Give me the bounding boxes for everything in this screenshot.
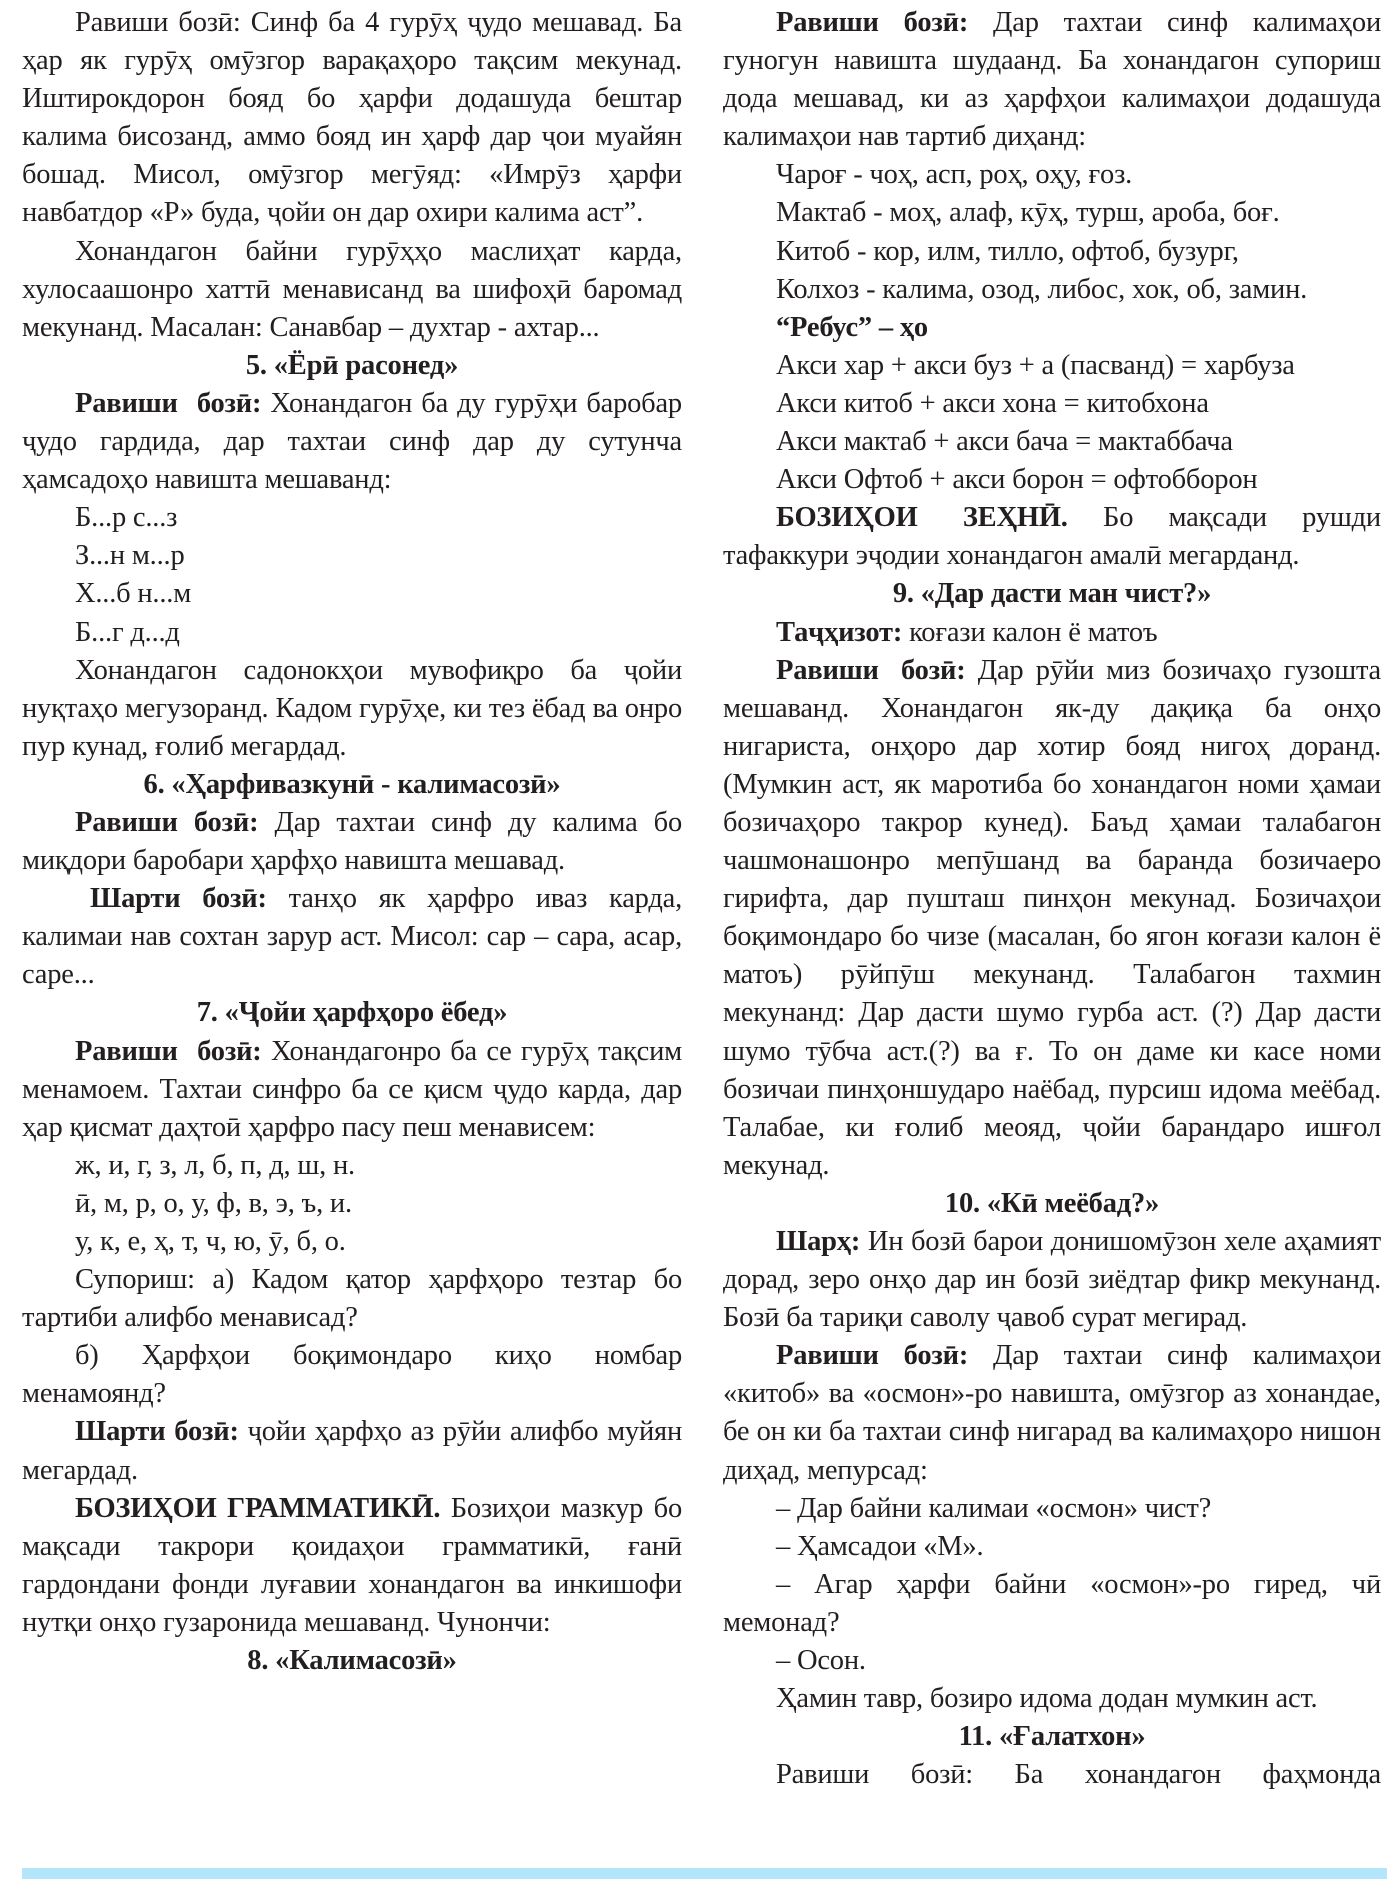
paragraph: Равиши бозӣ: Ба хонандагон фаҳмонда: [776, 1759, 1381, 1791]
paragraph: Хонандагон садонокҳои мувофиқро ба ҷойи нуқтаҳо мегузоранд. Кадом гурӯҳе, ки тез ёбад ва онро пур кунад, ғолиб мегардад.: [22, 654, 682, 762]
paragraph-text: Бозиҳои мазкур бо мақсади такрори қоидаҳои грамматикӣ, ғанӣ гардондани фонди луғавии хонандагон ва инкишофи нутқи онҳо гузаронида мешаванд. Чунончи:: [22, 1492, 682, 1638]
paragraph: Ҳамин тавр, бозиро идома додан мумкин аст.: [776, 1683, 1318, 1715]
paragraph-text: Хонандагон ба ду гурӯҳи баробар ҷудо гардида, дар тахтаи синф дар ду сутунча ҳамсадоҳо навишта мешаванд:: [22, 387, 682, 496]
label-bold: Таҷҳизот:: [776, 616, 903, 648]
paragraph: [723, 4, 1381, 156]
section-heading-8: 8. «Калимасозӣ»: [247, 1645, 457, 1677]
list-item: Китоб - кор, илм, тилло, офтоб, бузург,: [776, 235, 1239, 267]
paragraph: Равиши бозӣ: Синф ба 4 гурӯҳ ҷудо мешавад. Ба ҳар як гурӯҳ омӯзгор варақаҳоро тақсим мекунад. Иштирокдорон бояд бо ҳарфи додашуда бештар калима бисозанд, аммо бояд ин ҳарф дар ҷои муайян бошад. Мисол, омӯзгор мегӯяд: «Имрӯз ҳарфи навбатдор «Р» буда, ҷойи он дар охири калима аст”.: [22, 7, 682, 229]
dialog-line: – Дар байни калимаи «осмон» чист?: [776, 1492, 1212, 1524]
paragraph-text: танҳо як ҳарфро иваз карда, калимаи нав сохтан зарур аст. Мисол: сар – сара, асар, саре...: [22, 883, 683, 991]
label-bold: БОЗИҲОИ ГРАММАТИКӢ.: [75, 1492, 441, 1524]
section-heading-7: 7. «Ҷойи ҳарфҳоро ёбед»: [196, 997, 508, 1029]
section-heading-5: 5. «Ёрӣ расонед»: [245, 349, 459, 381]
paragraph: [22, 1033, 682, 1147]
left-column: [22, 4, 682, 1680]
list-item: Б...г д...д: [75, 616, 180, 648]
list-item: Чароғ - чоҳ, асп, роҳ, оҳу, ғоз.: [776, 159, 1133, 191]
rebus-item: Акси китоб + акси хона = китобхона: [776, 387, 1209, 419]
label-bold: Шарти бозӣ:: [90, 883, 267, 915]
paragraph: [22, 1413, 682, 1489]
paragraph: Супориш: а) Кадом қатор ҳарфҳоро тезтар бо тартиби алифбо менависад?: [22, 1264, 682, 1334]
paragraph-text: Дар тахтаи синф ду калима бо миқдори баробари ҳарфҳо навишта мешавад.: [22, 806, 682, 877]
paragraph-text: Бо мақсади рушди тафаккури эҷодии хонандагон амалӣ мегарданд.: [723, 502, 1381, 572]
label-bold: Равиши бозӣ:: [776, 7, 969, 38]
label-bold: БОЗИҲОИ ЗЕҲНӢ.: [776, 502, 1068, 534]
paragraph-text: Ин бозӣ барои донишомӯзон хеле аҳамият дорад, зеро онҳо дар ин бозӣ зиёдтар фикр мекунанд. Бозӣ ба тариқи саволу ҷавоб сурат мегирад.: [723, 1226, 1381, 1334]
paragraph: [22, 1490, 682, 1642]
list-item: Колхоз - калима, озод, либос, хок, об, замин.: [776, 273, 1308, 305]
label-bold: Равиши бозӣ:: [75, 387, 262, 419]
paragraph-text: Дар тахтаи синф калимаҳои гуногун навишта шудаанд. Ба хонандагон супориш дода мешавад, ки аз ҳарфҳои калимаҳои додашуда калимаҳои нав тартиб диҳанд:: [723, 7, 1381, 153]
paragraph: [723, 614, 1381, 652]
paragraph: [723, 1337, 1381, 1489]
section-heading-10: 10. «Кӣ меёбад?»: [944, 1187, 1160, 1219]
paragraph-text: Дар рӯйи миз бозичаҳо гузошта мешаванд. Хонандагон як-ду дақиқа ба онҳо нигариста, онҳоро дар хотир бояд нигоҳ доранд. (Мумкин аст, як маротиба бо хонандагон номи ҳамаи бозичаҳоро такрор кунед). Баъд ҳамаи талабагон чашмонашонро мепӯшанд ва баранда бозичаеро гирифта, дар пушташ пинҳон мекунад. Бозичаҳои боқимондаро бо чизе (масалан, бо ягон коғази калон ё матоъ) рӯйпӯш мекунанд. Талабагон тахмин мекунанд: Дар дасти шумо гурба аст. (?) Дар дасти шумо тӯбча аст.(?) ва ғ. То он даме ки касе номи бозичаи пинҳоншударо наёбад, пурсиш идома меёбад. Талабае, ки ғолиб меояд, ҷойи барандаро ишғол мекунад.: [723, 654, 1381, 1181]
label-bold: Равиши бозӣ:: [75, 806, 259, 838]
section-heading-11: 11. «Ғалатхон»: [958, 1721, 1146, 1753]
paragraph: [22, 880, 682, 994]
list-item: Мактаб - моҳ, алаф, кӯҳ, турш, ароба, боғ.: [776, 197, 1280, 229]
list-item: Х...б н...м: [75, 578, 192, 610]
list-item: З...н м...р: [75, 540, 185, 572]
list-item: у, к, е, ҳ, т, ч, ю, ӯ, б, о.: [75, 1226, 346, 1257]
rebus-item: Акси Офтоб + акси борон = офтобборон: [776, 464, 1258, 496]
list-item: Б...р с...з: [75, 502, 178, 534]
paragraph-text: Хонандагонро ба се гурӯҳ тақсим менамоем. Тахтаи синфро ба се қисм ҷудо карда, дар ҳар қисмат даҳтоӣ ҳарфро пасу пеш менависем:: [22, 1035, 682, 1143]
paragraph-text: Дар тахтаи синф калимаҳои «китоб» ва «осмон»-ро навишта, омӯзгор аз хонандае, бе он ки ба тахтаи синф нигарад ва калимаҳоро нишон диҳад, мепурсад:: [723, 1340, 1381, 1486]
label-bold: Шарти бозӣ:: [75, 1416, 239, 1448]
paragraph: б) Ҳарфҳои боқимондаро киҳо номбар менамоянд?: [22, 1340, 682, 1410]
dialog-line: – Агар ҳарфи байни «осмон»-ро гиред, чӣ мемонад?: [723, 1568, 1381, 1638]
label-bold: Равиши бозӣ:: [75, 1035, 262, 1067]
list-item: ӣ, м, р, о, у, ф, в, э, ъ, и.: [75, 1187, 352, 1219]
rebus-item: Акси хар + акси буз + а (пасванд) = харбуза: [776, 349, 1295, 381]
label-bold: Равиши бозӣ:: [776, 1340, 969, 1372]
paragraph: [22, 804, 682, 880]
paragraph-text: ҷойи ҳарфҳо аз рӯйи алифбо муйян мегардад.: [22, 1416, 683, 1486]
right-column: [723, 4, 1381, 1794]
dialog-line: – Ҳамсадои «М».: [776, 1530, 984, 1562]
paragraph: [723, 1223, 1381, 1337]
dialog-line: – Осон.: [776, 1645, 866, 1677]
section-heading-6: 6. «Ҳарфивазкунӣ - калимасозӣ»: [143, 768, 561, 800]
paragraph: [723, 499, 1381, 575]
footer-color-strip: [22, 1868, 1387, 1879]
list-item: ж, и, г, з, л, б, п, д, ш, н.: [75, 1149, 355, 1181]
paragraph: [22, 385, 682, 499]
paragraph: Хонандагон байни гурӯҳҳо маслиҳат карда, хулосаашонро хаттӣ менависанд ва шифоҳӣ баромад мекунанд. Масалан: Санавбар – духтар - ахтар...: [22, 235, 682, 343]
rebus-item: Акси мактаб + акси бача = мактаббача: [776, 426, 1233, 458]
label-bold: Шарҳ:: [776, 1226, 861, 1257]
rebus-heading: [723, 309, 1381, 347]
paragraph: [723, 652, 1381, 1185]
rebus-heading-text: “Ребус” – ҳо: [776, 311, 928, 343]
label-bold: Равиши бозӣ:: [776, 654, 966, 686]
section-heading-9: 9. «Дар дасти ман чист?»: [892, 578, 1212, 610]
paragraph-text: коғази калон ё матоъ: [902, 616, 1158, 648]
